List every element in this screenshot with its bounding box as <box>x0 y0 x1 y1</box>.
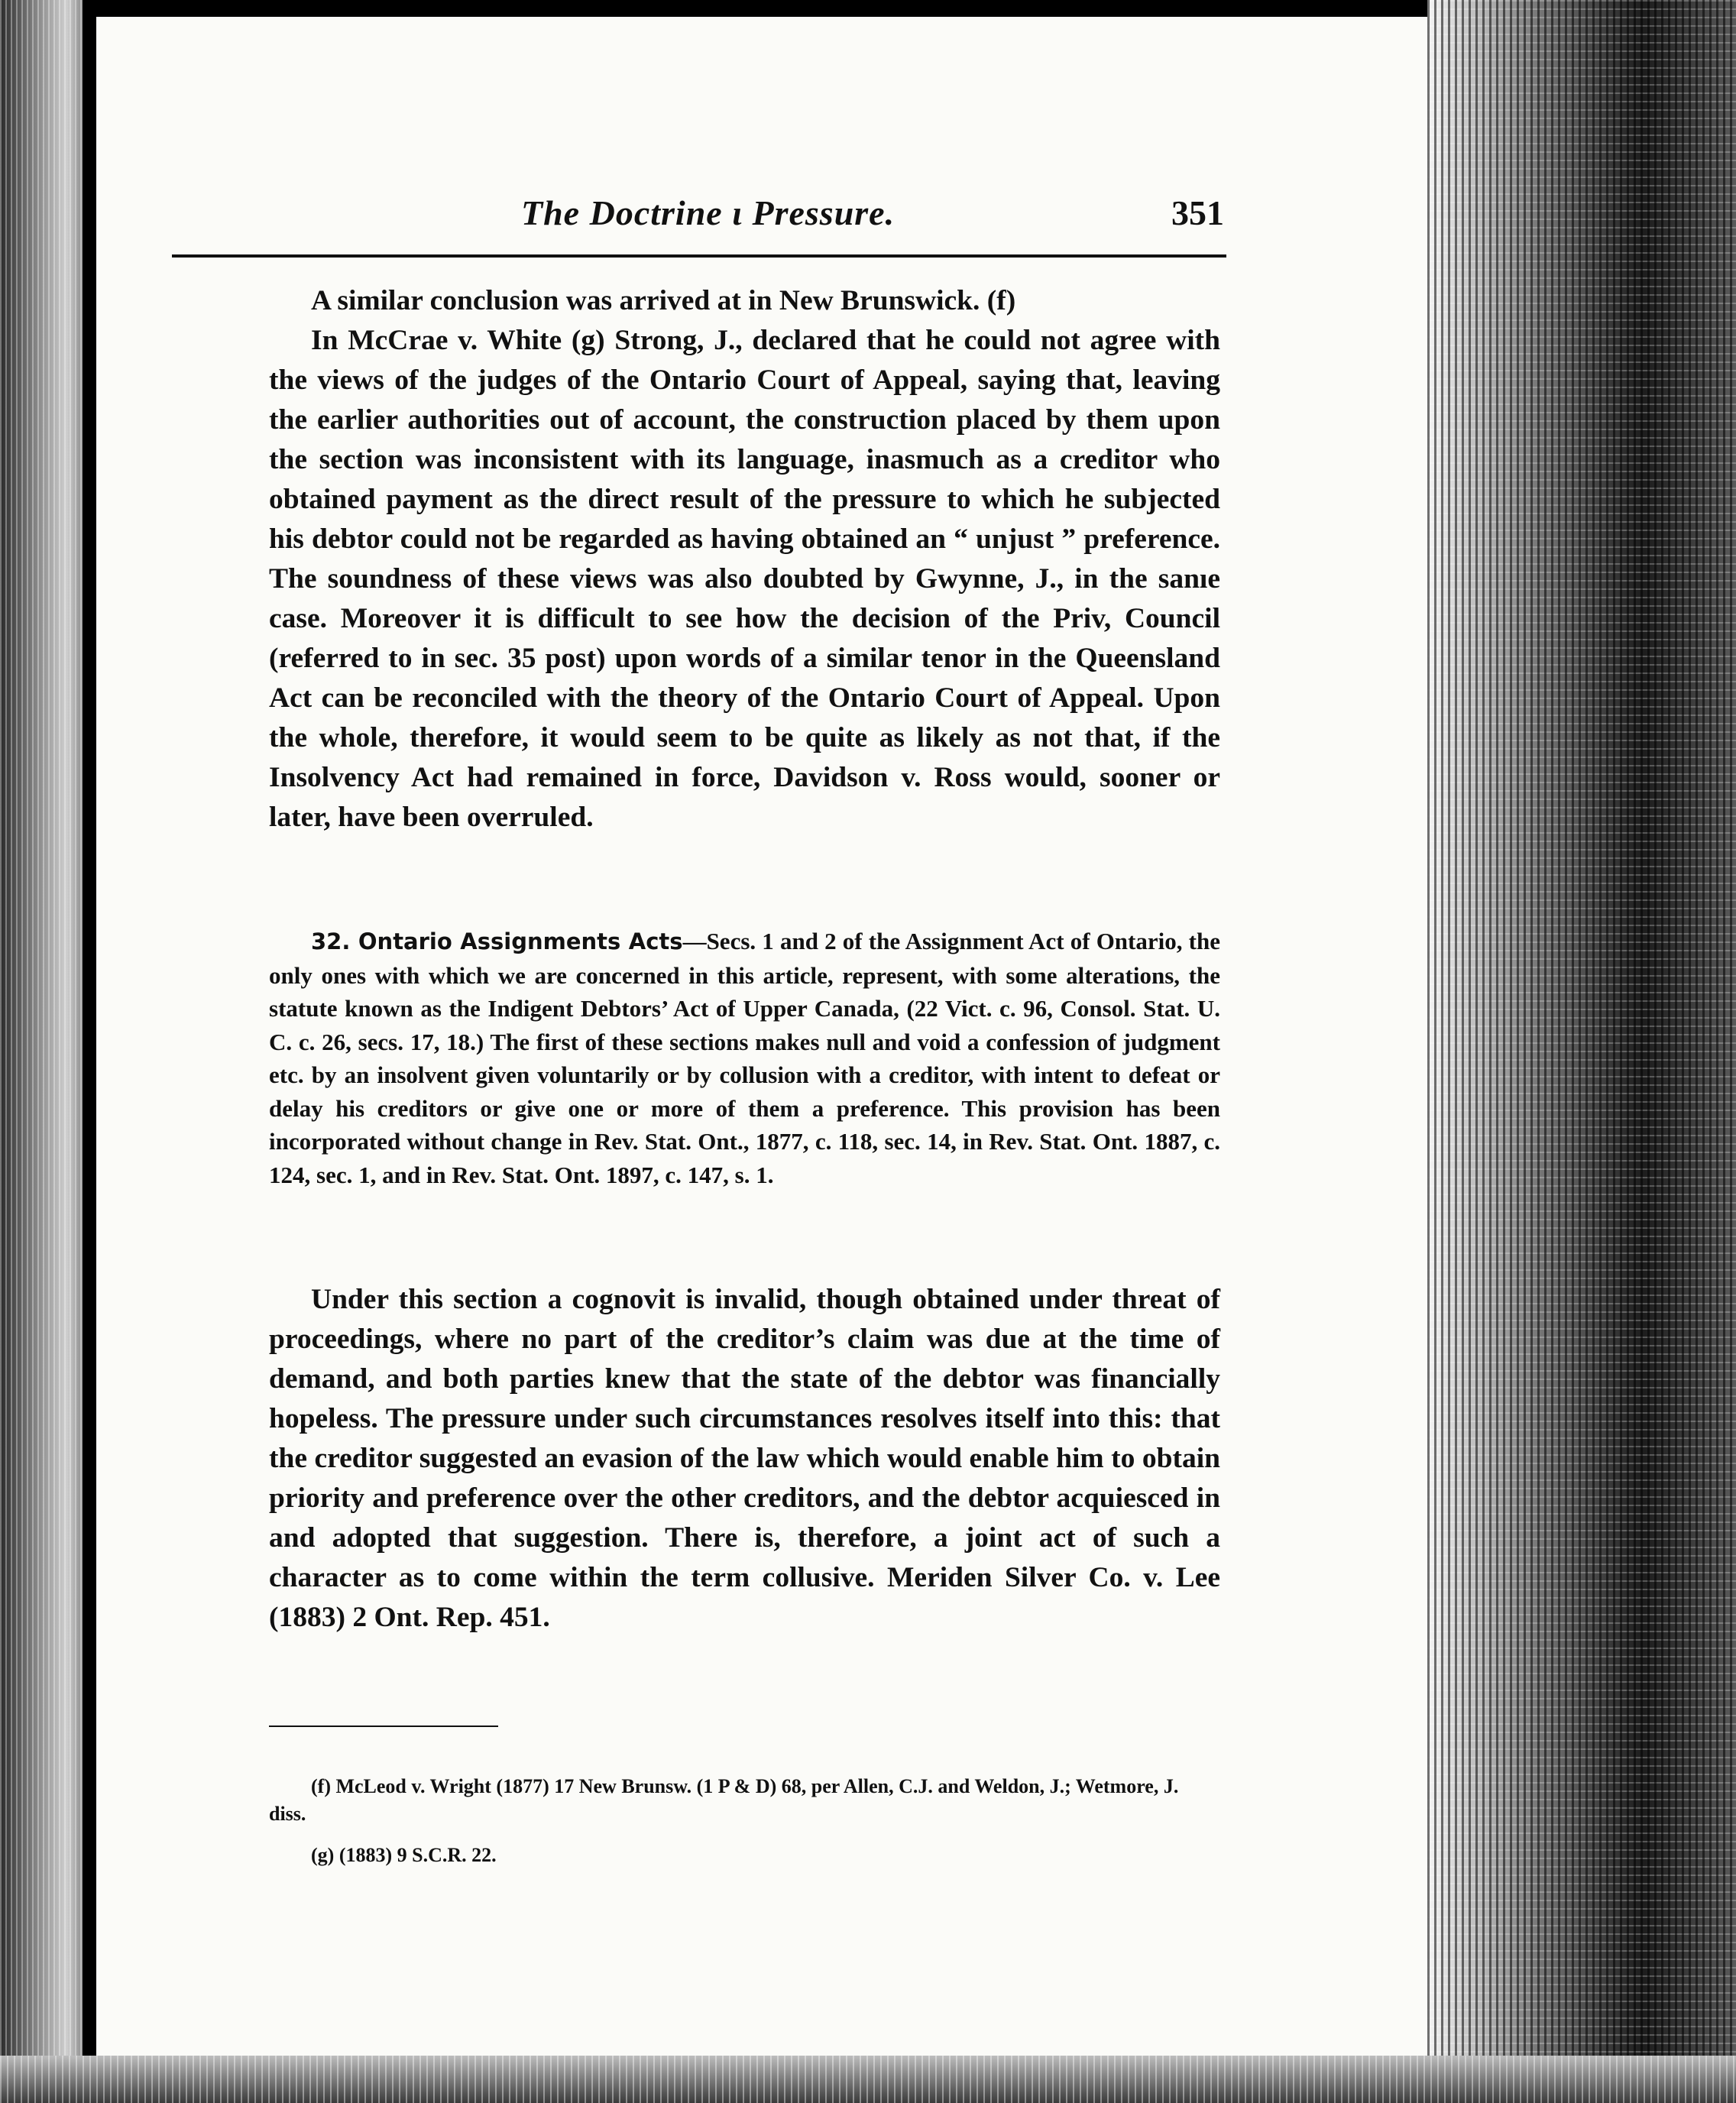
paragraph-3 <box>269 1280 1220 1638</box>
paragraph-2-section-32 <box>269 925 1220 1191</box>
scan-background-right <box>1427 0 1736 2103</box>
scan-background-bottom <box>0 2056 1736 2103</box>
footnotes <box>269 1773 1220 1883</box>
section-heading: 32. Ontario Assignments Acts <box>311 928 683 954</box>
footnote-rule <box>269 1725 498 1727</box>
footnote-g: (g) (1883) 9 S.C.R. 22. <box>311 1844 497 1866</box>
paragraph-3-body: Under this section a cognovit is invalid, though obtained under threat of proceedings, where no part of the creditor’s claim was due at the time of demand, and both parties knew that the state of the debtor was financially hopeless. The pressure under such circumstances resolves itself into this: that the creditor suggested an evasion of the law which would enable him to obtain priority and preference over the other creditors, and the debtor acquiesced in and adopted that suggestion. There is, therefore, a joint act of such a character as to come within the term collusive. Meriden Silver Co. v. Lee (1883) 2 Ont. Rep. 451. <box>269 1284 1220 1633</box>
running-head <box>170 193 1224 246</box>
paragraph-2-text <box>269 925 1220 1191</box>
paragraph-1 <box>269 281 1220 838</box>
footnote-f: (f) McLeod v. Wright (1877) 17 New Brunsw. (1 P & D) 68, per Allen, C.J. and Weldon, J.; Wetmore, J. diss. <box>269 1775 1179 1825</box>
paragraph-1-body: In McCrae v. White (g) Strong, J., declared that he could not agree with the views of the judges of the Ontario Court of Appeal, saying that, leaving the earlier authorities out of account, the construction placed by them upon the section was inconsistent with its language, inasmuch as a creditor who obtained payment as the direct result of the pressure to which he subjected his debtor could not be regarded as having obtained an “ unjust ” preference. The soundness of these views was also doubted by Gwynne, J., in the sanıe case. Moreover it is difficult to see how the decision of the Priv, Council (referred to in sec. 35 post) upon words of a similar tenor in the Queensland Act can be reconciled with the theory of the Ontario Court of Appeal. Upon the whole, therefore, it would seem to be quite as likely as not that, if the Insolvency Act had remained in force, Davidson v. Ross would, sooner or later, have been overruled. <box>269 325 1220 833</box>
header-rule <box>172 254 1226 258</box>
running-title: The Doctrine ι Pressure. <box>521 193 896 232</box>
scan-page-edge-left <box>83 0 96 2103</box>
paragraph-2-body: —Secs. 1 and 2 of the Assignment Act of Ontario, the only ones with which we are concerned in this article, represent, with some alterations, the statute known as the Indigent Debtors’ Act of Upper Canada, (22 Vict. c. 96, Consol. Stat. U. C. c. 26, secs. 17, 18.) The first of these sections makes null and void a confession of judgment etc. by an insolvent given voluntarily or by collusion with a creditor, with intent to defeat or delay his creditors or give one or more of them a preference. This provision has been incorporated without change in Rev. Stat. Ont., 1877, c. 118, sec. 14, in Rev. Stat. Ont. 1887, c. 124, sec. 1, and in Rev. Stat. Ont. 1897, c. 147, s. 1. <box>269 928 1220 1188</box>
page-number: 351 <box>1171 193 1224 232</box>
paragraph-1-first-line: A similar conclusion was arrived at in New Brunswick. (f) <box>311 285 1016 316</box>
scan-background-left <box>0 0 96 2103</box>
